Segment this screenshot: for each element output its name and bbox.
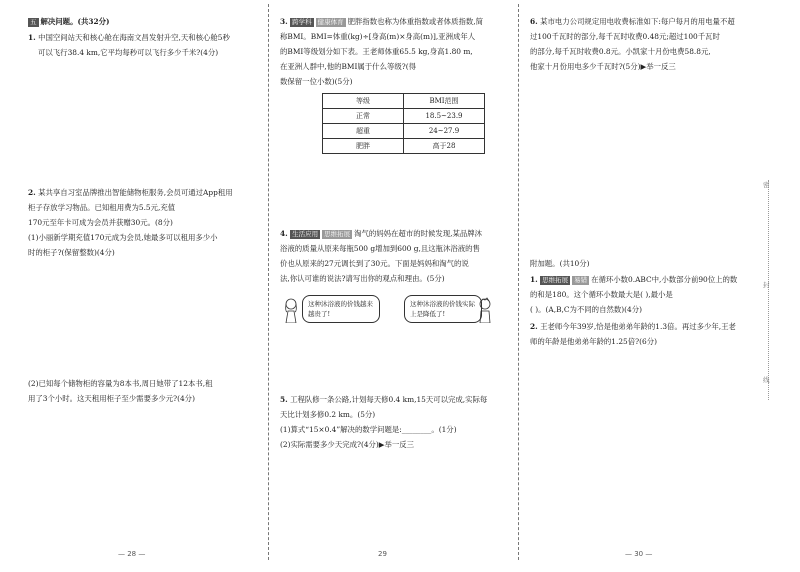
q6-text-line1: 某市电力公司规定用电收费标准如下:每户每月的用电量不超 <box>540 17 735 26</box>
column-divider-1 <box>268 4 269 560</box>
q6-text-line4: 他家十月份用电多少千瓦时?(5分)▶举一反三 <box>530 62 676 71</box>
margin-mark-line: 线 <box>763 376 770 384</box>
e1-text-line2: 的和是180。这个循环小数最大是( ),最小是 <box>530 290 673 299</box>
question-6 <box>530 14 762 74</box>
e1-text-line3: ( )。(A,B,C为不同的自然数)(4分) <box>530 305 642 314</box>
q3-text-line4: 在亚洲人群中,他的BMI属于什么等级?(得 <box>280 62 416 71</box>
q2-number: 2. <box>28 188 36 197</box>
extra-question-1 <box>530 272 762 317</box>
page-number-right: — 30 — <box>625 550 653 558</box>
page-number-middle: 29 <box>378 550 387 558</box>
q5-sub2: (2)实际需要多少天完成?(4分)▶举一反三 <box>280 440 415 449</box>
page-number-left: — 28 — <box>118 550 146 558</box>
question-2-part-2 <box>28 376 260 406</box>
q2-sub1-line2: 时的柜子?(保留整数)(4分) <box>28 248 115 257</box>
q3-tag-2: 健康体育 <box>317 18 344 26</box>
table-cell: 高于28 <box>404 139 485 154</box>
question-1 <box>28 30 260 60</box>
q4-tag-1: 生活应用 <box>292 230 319 238</box>
q3-tag-1: 跨学科 <box>292 18 312 26</box>
question-3 <box>280 14 512 154</box>
q4-text-line2: 浴液的质量从原来每瓶500 g增加到600 g,且这瓶沐浴液的售 <box>280 244 480 253</box>
e2-text-line1: 王老师今年39岁,恰是他弟弟年龄的1.3倍。再过多少年,王老 <box>540 322 736 331</box>
question-5 <box>280 392 512 452</box>
q1-text-line2: 可以飞行38.4 km,它平均每秒可以飞行多少千米?(4分) <box>38 48 219 57</box>
e1-tag-1: 思维拓展 <box>542 276 569 284</box>
binding-line <box>768 180 769 400</box>
table-cell: 肥胖 <box>323 139 404 154</box>
q4-text-line3: 价也从原来的27元调长到了30元。下面是妈妈和淘气的说 <box>280 259 469 268</box>
q2-sub2-line1: (2)已知每个储物柜的容量为8本书,周日她带了12本书,租 <box>28 379 213 388</box>
margin-mark-seal: 密 <box>763 181 770 189</box>
e1-number: 1. <box>530 275 538 284</box>
extra-section-heading: 附加题。(共10分) <box>530 259 590 268</box>
q2-sub2-line2: 用了3个小时。这天租用柜子至少需要多少元?(4分) <box>28 394 195 403</box>
speech-bubble-naughty: 这种沐浴液的价钱实际上是降低了! <box>404 295 482 323</box>
q3-text-line3: 的BMI等级划分如下表。王老师体重65.5 kg,身高1.80 m, <box>280 47 473 56</box>
q4-text-line4: 法,你认可谁的说法?请写出你的观点和理由。(5分) <box>280 274 445 283</box>
bmi-table <box>322 93 485 154</box>
e2-text-line2: 师的年龄是他弟弟年龄的1.25倍?(6分) <box>530 337 657 346</box>
table-header-cell: BMI范围 <box>404 94 485 109</box>
section-title: 解决问题。(共32分) <box>40 17 110 26</box>
q4-number: 4. <box>280 229 288 238</box>
margin-mark-close: 封 <box>763 281 770 289</box>
q2-sub1-line1: (1)小丽新学期充值170元成为会员,她最多可以租用多少小 <box>28 233 218 242</box>
table-header-cell: 等级 <box>323 94 404 109</box>
question-4 <box>280 226 512 286</box>
e1-tag-2: 易错 <box>574 276 588 284</box>
q5-text-line1: 工程队修一条公路,计划每天修0.4 km,15天可以完成,实际每 <box>290 395 488 404</box>
q5-number: 5. <box>280 395 288 404</box>
boy-figure-icon <box>476 297 494 323</box>
q6-text-line3: 的部分,每千瓦时收费0.8元。小凯家十月份电费58.8元, <box>530 47 711 56</box>
table-row <box>323 124 485 139</box>
q2-text-line3: 170元至年卡可成为会员并获赠30元。(8分) <box>28 218 173 227</box>
q5-sub1: (1)算式“15×0.4”解决的数学问题是:________。(1分) <box>280 425 457 434</box>
q5-text-line2: 天比计划多修0.2 km。(5分) <box>280 410 376 419</box>
table-header-row <box>323 94 485 109</box>
section-tag: 五 <box>30 18 37 26</box>
column-divider-2 <box>518 4 519 560</box>
q2-text-line2: 柜子存放学习物品。已知租用费为5.5元,充值 <box>28 203 176 212</box>
q6-number: 6. <box>530 17 538 26</box>
table-cell: 24~27.9 <box>404 124 485 139</box>
q3-number: 3. <box>280 17 288 26</box>
table-row <box>323 139 485 154</box>
mother-figure-icon <box>282 297 300 323</box>
q4-tag-2: 思维拓展 <box>324 230 351 238</box>
e1-text-line1: 在循环小数0.ABC中,小数部分前90位上的数 <box>591 275 738 284</box>
table-cell: 超重 <box>323 124 404 139</box>
q3-text-line1: 肥胖指数也称为体重指数或者体质指数,简 <box>347 17 483 26</box>
extra-question-2 <box>530 319 762 349</box>
q3-text-line5: 数保留一位小数)(5分) <box>280 77 353 86</box>
q1-number: 1. <box>28 33 36 42</box>
table-cell: 18.5~23.9 <box>404 109 485 124</box>
q6-text-line2: 过100千瓦时的部分,每千瓦时收费0.48元;超过100千瓦时 <box>530 32 720 41</box>
q2-text-line1: 某共享自习室品牌推出智能储物柜服务,会员可通过App租用 <box>38 188 233 197</box>
table-cell: 正常 <box>323 109 404 124</box>
q1-text-line1: 中国空间站天和核心舱在海南文昌发射升空,天和核心舱5秒 <box>38 33 230 42</box>
q4-text-line1: 淘气的妈妈在超市的时候发现,某品牌沐 <box>354 229 483 238</box>
section-heading <box>28 14 260 29</box>
q3-text-line2: 称BMI。BMI=体重(kg)÷[身高(m)×身高(m)],亚洲成年人 <box>280 32 476 41</box>
question-2 <box>28 185 260 260</box>
table-row <box>323 109 485 124</box>
e2-number: 2. <box>530 322 538 331</box>
speech-bubble-mother: 这种沐浴液的价钱越来越贵了! <box>302 295 380 323</box>
